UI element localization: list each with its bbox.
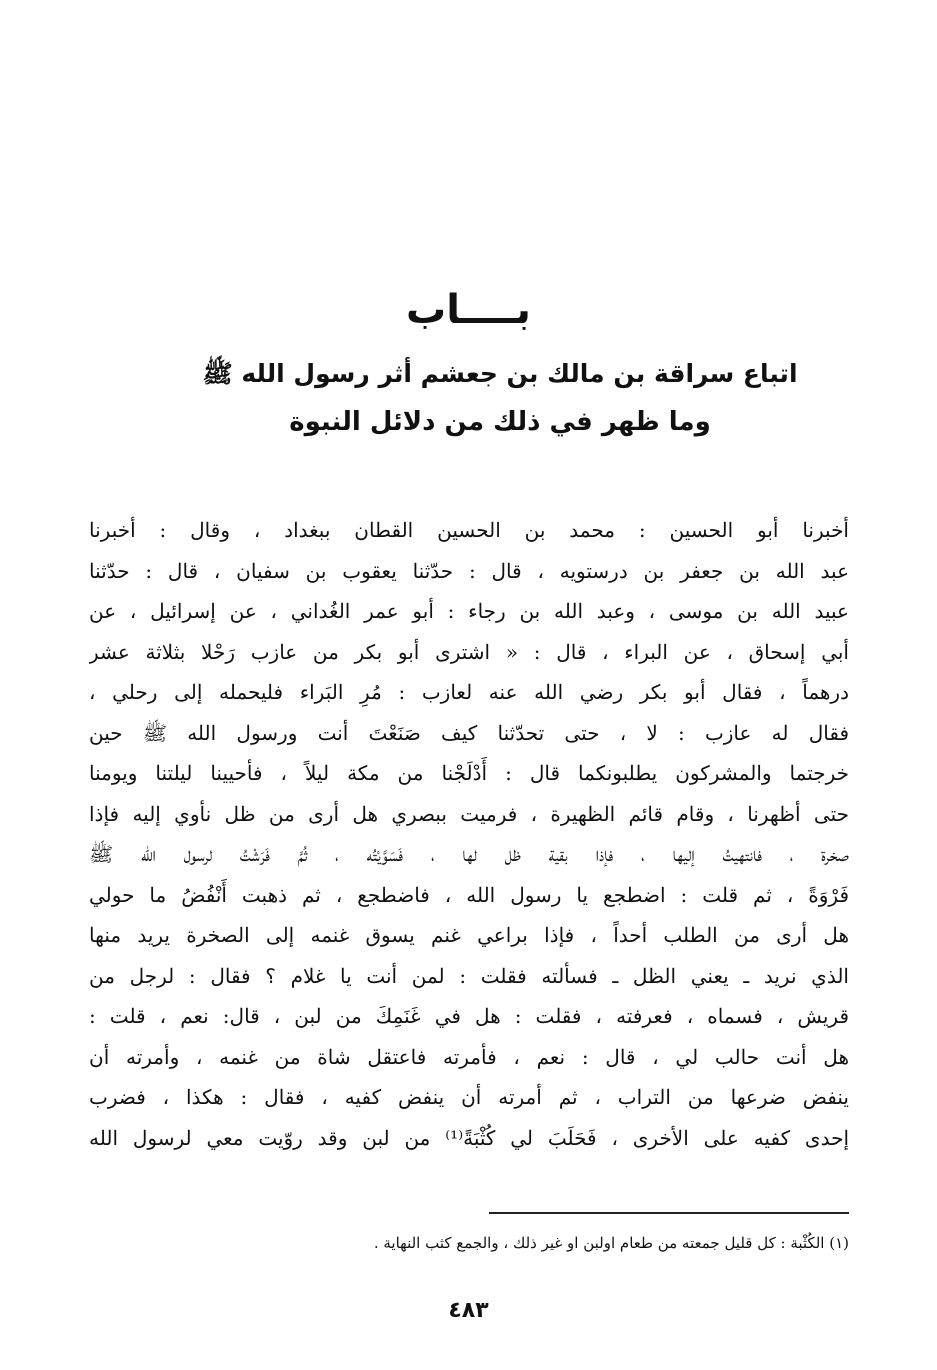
text-line: فقال له عازب : لا ، حتى تحدّثنا كيف صَنَعْتَ أنت ورسول الله ﷺ حين <box>89 720 849 745</box>
text-line: ينفض ضرعها من التراب ، ثم أمرته أن ينفض كفيه ، فقال : هكذا ، فضرب <box>89 1085 849 1109</box>
text-line: إحدى كفيه على الأخرى ، فَحَلَبَ لي كُثْبَةً⁽¹⁾ من لبن وقد روّيت معي لرسول الله <box>89 1125 849 1150</box>
chapter-title <box>200 350 800 446</box>
page-number: ٤٨٣ <box>448 1298 489 1323</box>
text-line: فَرْوَةً ، ثم قلت : اضطجع يا رسول الله ، فاضطجع ، ثم ذهبت أَنْفُضُ ما حولي <box>89 882 849 907</box>
text-line: صخرة ، فانتهيتُ إليها ، فإذا بقية ظل لها ، فَسَوَّيْتُه ، ثُمَّ فَرَشْتُ لرسول الله ﷺ <box>89 842 849 866</box>
text-line: درهماً ، فقال أبو بكر رضي الله عنه لعازب : مُرِ البَراء فليحمله إلى رحلي ، <box>89 680 849 704</box>
chapter-title-line-2: وما ظهر في ذلك من دلائل النبوة <box>289 407 711 437</box>
text-line: أخبرنا أبو الحسين : محمد بن الحسين القطان ببغداد ، وقال : أخبرنا <box>89 518 849 542</box>
text-line: عبد الله بن جعفر بن درستويه ، قال : حدّثنا يعقوب بن سفيان ، قال : حدّثنا <box>89 558 849 583</box>
footnote-divider <box>489 1212 849 1214</box>
chapter-heading: بــــاب <box>406 287 531 333</box>
chapter-title-line-1: اتباع سراقة بن مالك بن جعشم أثر رسول الله ﷺ <box>202 359 798 388</box>
text-line: حتى أظهرنا ، وقام قائم الظهيرة ، فرميت ببصري هل أرى من ظل نأوي إليه فإذا <box>89 801 849 826</box>
text-line: خرجتما والمشركون يطلبونكما قال : أَدْلَجْنا من مكة ليلاً ، فأحيينا ليلتنا ويومنا <box>89 761 849 785</box>
text-line: هل أرى من الطلب أحداً ، فإذا براعي غنم يسوق غنمه إلى الصخرة يريد منها <box>89 923 849 947</box>
text-line: عبيد الله بن موسى ، وعبد الله بن رجاء : أبو عمر الغُداني ، عن إسرائيل ، عن <box>89 599 849 623</box>
main-text <box>89 510 849 1158</box>
text-line: قريش ، فسماه ، فعرفته ، فقلت : هل في غَنَمِكَ من لبن ، قال: نعم ، قلت : <box>89 1004 849 1028</box>
text-line: أبي إسحاق ، عن البراء ، قال : « اشترى أبو بكر من عازب رَحْلا بثلاثة عشر <box>89 639 849 664</box>
text-line: الذي نريد ـ يعني الظل ـ فسألته فقلت : لمن أنت يا غلام ؟ فقال : لرجل من <box>89 963 849 988</box>
text-line: هل أنت حالب لي ، قال : نعم ، فأمرته فاعتقل شاة من غنمه ، وأمرته أن <box>89 1044 849 1069</box>
footnote: (١) الكُثْبة : كل قليل جمعته من طعام اولبن او غير ذلك ، والجمع كثب النهاية . <box>373 1234 849 1252</box>
